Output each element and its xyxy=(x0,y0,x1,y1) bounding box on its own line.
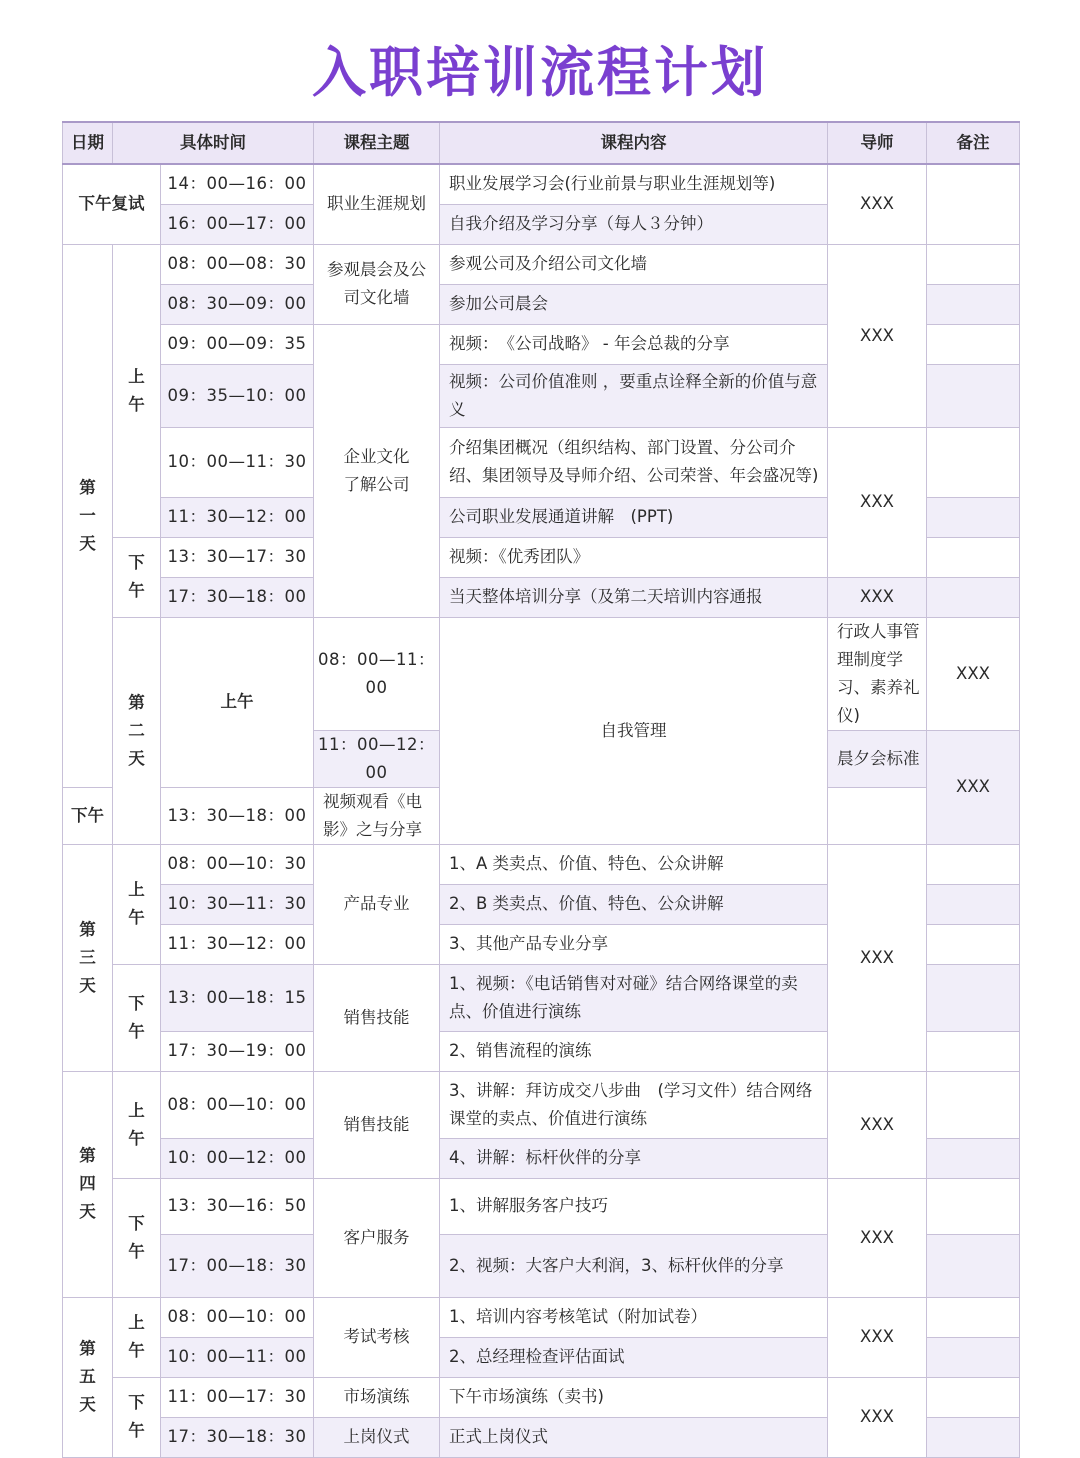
day-label: 第二天 xyxy=(113,617,161,844)
header-content: 课程内容 xyxy=(440,122,828,164)
time-cell: 13：30—16：50 xyxy=(161,1178,314,1234)
time-cell: 13：00—18：15 xyxy=(161,964,314,1031)
time-cell: 11：30—12：00 xyxy=(161,924,314,964)
time-cell: 10：00—11：00 xyxy=(161,1337,314,1377)
remark-cell xyxy=(828,787,927,844)
topic-cell: 销售技能 xyxy=(314,1071,440,1178)
day-label: 第三天 xyxy=(63,844,113,1071)
topic-cell: 考试考核 xyxy=(314,1297,440,1377)
time-cell: 17：30—18：00 xyxy=(161,577,314,617)
content-cell: 视频：公司价值准则 ，要重点诠释全新的价值与意义 xyxy=(440,364,828,427)
remark-cell xyxy=(927,244,1020,284)
content-cell: 参加公司晨会 xyxy=(440,284,828,324)
content-cell: 视频：《优秀团队》 xyxy=(440,537,828,577)
period-label: 下午 xyxy=(113,1377,161,1457)
time-cell: 09：35—10：00 xyxy=(161,364,314,427)
time-cell: 17：30—18：30 xyxy=(161,1417,314,1457)
content-cell: 晨夕会标准 xyxy=(828,730,927,787)
tutor-cell: XXX xyxy=(828,244,927,427)
period-label: 下午 xyxy=(63,787,113,844)
content-cell: 职业发展学习会(行业前景与职业生涯规划等) xyxy=(440,164,828,204)
topic-cell: 自我管理 xyxy=(440,617,828,844)
header-date: 日期 xyxy=(63,122,113,164)
header-topic: 课程主题 xyxy=(314,122,440,164)
header-tutor: 导师 xyxy=(828,122,927,164)
content-cell: 2、总经理检查评估面试 xyxy=(440,1337,828,1377)
remark-cell xyxy=(927,1377,1020,1417)
period-label: 上午 xyxy=(113,1071,161,1178)
time-cell: 11：30—12：00 xyxy=(161,497,314,537)
topic-cell: 客户服务 xyxy=(314,1178,440,1297)
page-title: 入职培训流程计划 xyxy=(312,41,768,104)
time-cell: 17：00—18：30 xyxy=(161,1234,314,1297)
period-label: 上午 xyxy=(161,617,314,787)
period-label: 上午 xyxy=(113,244,161,537)
time-cell: 11：00—17：30 xyxy=(161,1377,314,1417)
topic-cell: 产品专业 xyxy=(314,844,440,964)
remark-cell xyxy=(927,284,1020,324)
content-cell: 视频： 《公司战略》 - 年会总裁的分享 xyxy=(440,324,828,364)
period-label: 下午 xyxy=(113,1178,161,1297)
tutor-cell: XXX xyxy=(828,427,927,577)
time-cell: 16：00—17：00 xyxy=(161,204,314,244)
topic-cell: 上岗仪式 xyxy=(314,1417,440,1457)
time-cell: 08：00—10：00 xyxy=(161,1071,314,1138)
remark-cell xyxy=(927,1031,1020,1071)
remark-cell xyxy=(927,1337,1020,1377)
content-cell: 2、视频：大客户大利润，3、标杆伙伴的分享 xyxy=(440,1234,828,1297)
header-remark: 备注 xyxy=(927,122,1020,164)
remark-cell xyxy=(927,324,1020,364)
time-cell: 11：00—12：00 xyxy=(314,730,440,787)
remark-cell xyxy=(927,1297,1020,1337)
topic-cell: 参观晨会及公司文化墙 xyxy=(314,244,440,324)
time-cell: 17：30—19：00 xyxy=(161,1031,314,1071)
content-cell: 3、讲解：拜访成交八步曲 (学习文件）结合网络课堂的卖点、价值进行演练 xyxy=(440,1071,828,1138)
tutor-cell: XXX xyxy=(828,1178,927,1297)
content-cell: 3、其他产品专业分享 xyxy=(440,924,828,964)
tutor-cell: XXX xyxy=(927,730,1020,844)
content-cell: 自我介绍及学习分享（每人３分钟） xyxy=(440,204,828,244)
time-cell: 08：00—08：30 xyxy=(161,244,314,284)
content-cell: 1、视频：《电话销售对对碰》结合网络课堂的卖点、价值进行演练 xyxy=(440,964,828,1031)
day-label: 第一天 xyxy=(63,244,113,787)
period-label: 上午 xyxy=(113,1297,161,1377)
content-cell: 正式上岗仪式 xyxy=(440,1417,828,1457)
tutor-cell: XXX xyxy=(828,1377,927,1457)
header-time: 具体时间 xyxy=(113,122,314,164)
content-cell: 当天整体培训分享（及第二天培训内容通报 xyxy=(440,577,828,617)
remark-cell xyxy=(927,844,1020,884)
time-cell: 13：30—18：00 xyxy=(161,787,314,844)
remark-cell xyxy=(927,884,1020,924)
content-cell: 2、B 类卖点、价值、特色、公众讲解 xyxy=(440,884,828,924)
remark-cell xyxy=(927,1234,1020,1297)
day-label: 第五天 xyxy=(63,1297,113,1457)
time-cell: 08：00—11：00 xyxy=(314,617,440,730)
remark-cell xyxy=(927,1071,1020,1138)
topic-cell: 市场演练 xyxy=(314,1377,440,1417)
content-cell: 1、培训内容考核笔试（附加试卷） xyxy=(440,1297,828,1337)
time-cell: 14：00—16：00 xyxy=(161,164,314,204)
topic-cell: 销售技能 xyxy=(314,964,440,1071)
content-cell: 2、销售流程的演练 xyxy=(440,1031,828,1071)
time-cell: 10：00—11：30 xyxy=(161,427,314,497)
remark-cell xyxy=(927,1417,1020,1457)
time-cell: 13：30—17：30 xyxy=(161,537,314,577)
content-cell: 1、A 类卖点、价值、特色、公众讲解 xyxy=(440,844,828,884)
remark-cell xyxy=(927,1138,1020,1178)
remark-cell xyxy=(927,924,1020,964)
period-label: 下午 xyxy=(113,964,161,1071)
time-cell: 08：00—10：00 xyxy=(161,1297,314,1337)
content-cell: 视频观看《电影》之与分享 xyxy=(314,787,440,844)
tutor-cell: XXX xyxy=(828,1071,927,1178)
time-cell: 08：00—10：30 xyxy=(161,844,314,884)
remark-cell xyxy=(927,497,1020,537)
remark-cell xyxy=(927,577,1020,617)
tutor-cell: XXX xyxy=(828,164,927,244)
topic-cell: 职业生涯规划 xyxy=(314,164,440,244)
content-cell: 4、讲解：标杆伙伴的分享 xyxy=(440,1138,828,1178)
tutor-cell: XXX xyxy=(927,617,1020,730)
content-cell: 参观公司及介绍公司文化墙 xyxy=(440,244,828,284)
content-cell: 公司职业发展通道讲解 (PPT) xyxy=(440,497,828,537)
time-cell: 08：30—09：00 xyxy=(161,284,314,324)
training-schedule-table xyxy=(62,121,1020,1458)
period-label: 上午 xyxy=(113,844,161,964)
day-label: 第四天 xyxy=(63,1071,113,1297)
session-label: 下午复试 xyxy=(63,164,161,244)
remark-cell xyxy=(927,1178,1020,1234)
tutor-cell: XXX xyxy=(828,1297,927,1377)
remark-cell xyxy=(927,164,1020,244)
tutor-cell: XXX xyxy=(828,844,927,1071)
topic-cell: 企业文化了解公司 xyxy=(314,324,440,617)
content-cell: 1、讲解服务客户技巧 xyxy=(440,1178,828,1234)
content-cell: 下午市场演练（卖书) xyxy=(440,1377,828,1417)
remark-cell xyxy=(927,427,1020,497)
period-label: 下午 xyxy=(113,537,161,617)
content-cell: 介绍集团概况（组织结构、部门设置、分公司介绍、集团领导及导师介绍、公司荣誉、年会盛况等) xyxy=(440,427,828,497)
remark-cell xyxy=(927,964,1020,1031)
remark-cell xyxy=(927,537,1020,577)
time-cell: 10：00—12：00 xyxy=(161,1138,314,1178)
time-cell: 10：30—11：30 xyxy=(161,884,314,924)
tutor-cell: XXX xyxy=(828,577,927,617)
content-cell: 行政人事管理制度学习、素养礼仪) xyxy=(828,617,927,730)
time-cell: 09：00—09：35 xyxy=(161,324,314,364)
remark-cell xyxy=(927,364,1020,427)
